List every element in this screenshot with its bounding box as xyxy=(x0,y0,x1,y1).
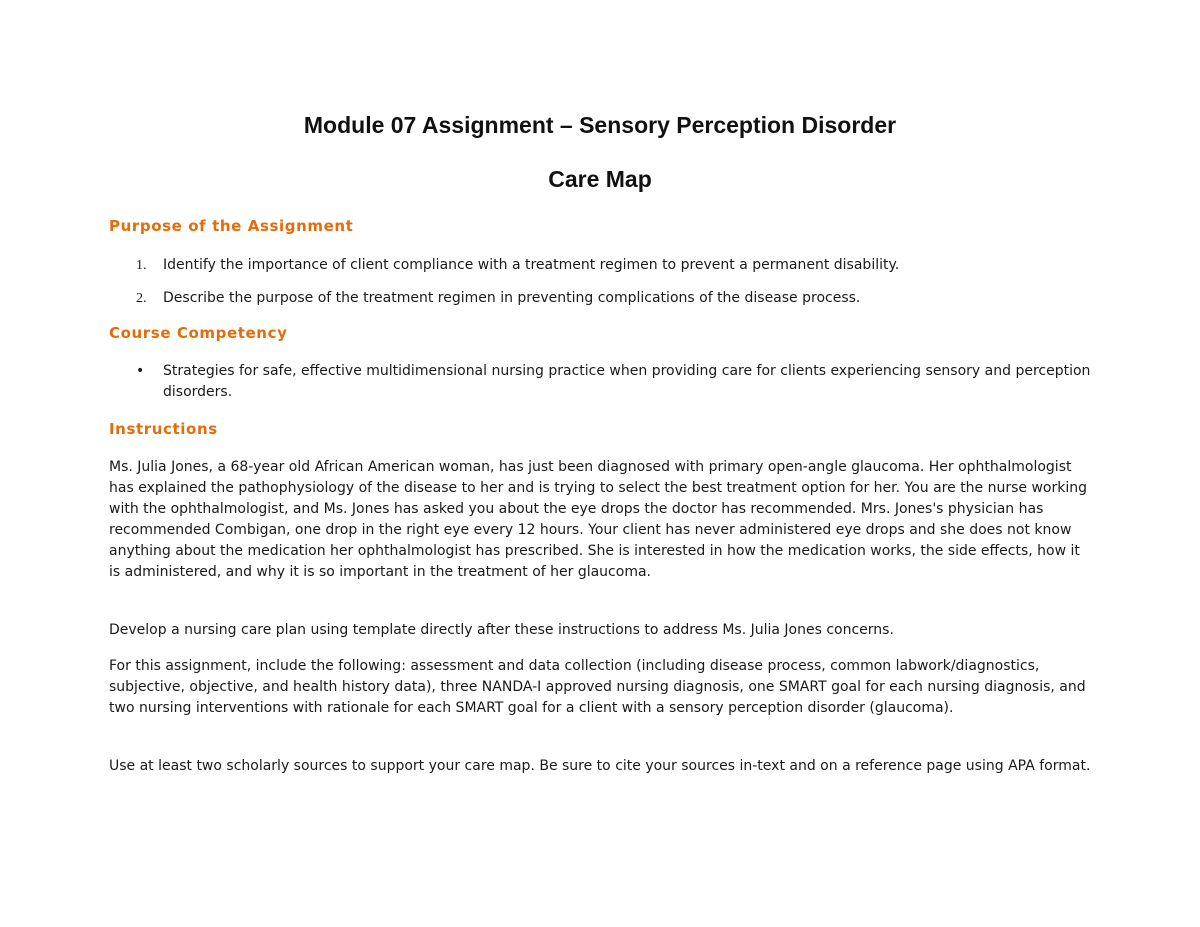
list-item xyxy=(109,288,1099,309)
instructions-paragraph: Ms. Julia Jones, a 68-year old African American woman, has just been diagnosed with primary open-angle glaucoma. Her ophthalmologist has explained the pathophysiology of the disease to her and is trying to select the best treatment option for her. You are the nurse working with the ophthalmologist, and Ms. Jones has asked you about the eye drops the doctor has recommended. Mrs. Jones's physician has recommended Combigan, one drop in the right eye every 12 hours. Your client has never administered eye drops and she does not know anything about the medication her ophthalmologist has prescribed. She is interested in how the medication works, the side effects, how it is administered, and why it is so important in the treatment of her glaucoma. xyxy=(109,459,1088,580)
list-item xyxy=(109,361,1099,403)
list-item-text: Describe the purpose of the treatment regimen in preventing complications of the disease process. xyxy=(163,290,861,306)
purpose-heading: Purpose of the Assignment xyxy=(109,217,354,235)
list-marker: 2. xyxy=(136,291,147,306)
list-item-text: Identify the importance of client compliance with a treatment regimen to prevent a permanent disability. xyxy=(163,257,900,273)
bullet-icon: • xyxy=(136,363,145,379)
list-item xyxy=(109,255,1099,276)
instructions-heading: Instructions xyxy=(109,420,218,438)
competency-list xyxy=(109,361,1099,403)
purpose-list xyxy=(109,255,1099,309)
instructions-paragraph: For this assignment, include the following: assessment and data collection (including disease process, common labwork/diagnostics, subjective, objective, and health history data), three NANDA-I approved nursing diagnosis, one SMART goal for each nursing diagnosis, and two nursing interventions with rationale for each SMART goal for a client with a sensory perception disorder (glaucoma). xyxy=(109,658,1086,716)
document-subtitle: Care Map xyxy=(548,166,652,192)
list-item-text: Strategies for safe, effective multidimensional nursing practice when providing care for clients experiencing sensory and perception disorders. xyxy=(163,363,1091,400)
instructions-paragraph: Use at least two scholarly sources to support your care map. Be sure to cite your sources in-text and on a reference page using APA format. xyxy=(109,758,1091,774)
document-title: Module 07 Assignment – Sensory Perception Disorder xyxy=(303,112,897,138)
list-marker: 1. xyxy=(136,258,147,273)
competency-heading: Course Competency xyxy=(109,324,288,342)
instructions-paragraph: Develop a nursing care plan using template directly after these instructions to address Ms. Julia Jones concerns. xyxy=(109,622,894,638)
